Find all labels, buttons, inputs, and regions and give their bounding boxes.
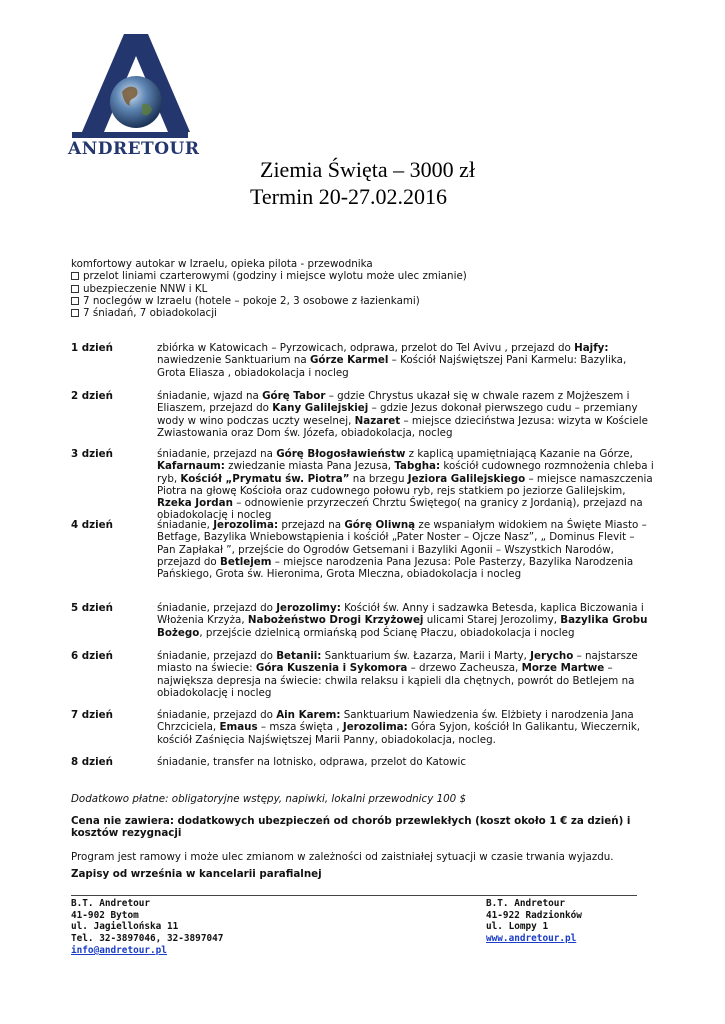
description-text: z kaplicą upamiętniającą Kazanie na Górze, (405, 448, 633, 460)
place-name: Górę Tabor (262, 390, 326, 402)
place-name: Emaus (219, 721, 258, 734)
footer-address-radzionkow (486, 898, 582, 945)
website-link[interactable]: www.andretour.pl (486, 933, 577, 945)
office-street: ul. Jagiellońska 11 (71, 921, 179, 933)
description-text: , przejście dzielnicą ormiańską pod Ścianę Płaczu, obiadokolacja i nocleg (199, 626, 575, 639)
office-phone: Tel. 32-3897046, 32-3897047 (71, 933, 224, 945)
signup-note: Zapisy od września w kancelarii parafialnej (71, 868, 322, 880)
checkbox-icon (71, 309, 79, 317)
place-name: Górę Błogosławieństw (276, 448, 406, 460)
place-name: Morze Martwe (521, 662, 605, 675)
description-text: – gdzie Jezus dokonał pierwszego cudu – przemiany wody w wino podczas uczty weselnej, (157, 402, 638, 427)
description-text: Kościół św. Anny i sadzawka Betesda, kaplica Biczowania i Włożenia Krzyża, (157, 602, 644, 627)
description-text: śniadanie, transfer na lotnisko, odprawa, przelot do Katowic (157, 756, 467, 768)
not-included-note: Cena nie zawiera: dodatkowych ubezpieczeń od chorób przewlekłych (koszt około 1 € za dzień) i kosztów rezygnacji (71, 815, 631, 840)
footer-divider (71, 895, 637, 896)
logo-wordmark: ANDRETOUR (68, 139, 200, 159)
place-name: Kościół „Prymatu św. Piotra” (180, 472, 350, 485)
description-text: zwiedzanie miasta Pana Jezusa, (224, 460, 395, 473)
included-item: 7 noclegów w Izraelu (hotele – pokoje 2, 3 osobowe z łazienkami) (71, 295, 467, 307)
description-text: Góra Syjon, kościół In Galikantu, Wieczernik, kościół Zaśnięcia Najświętszej Marii Panny, obiadokolacja, nocleg. (157, 721, 641, 746)
checkbox-icon (71, 285, 79, 293)
day-description (157, 519, 655, 580)
place-name: Góra Kuszenia i Sykomora (255, 662, 408, 675)
description-text: przejazd na (278, 519, 345, 531)
day-description (157, 756, 655, 768)
day-description (157, 709, 655, 746)
description-text: – największa depresja na świecie: chwila relaksu i kąpieli dla chętnych, powrót do Betlejem na obiadokolację i nocleg (157, 662, 635, 699)
day-label: 3 dzień (71, 448, 113, 460)
day-label: 5 dzień (71, 602, 113, 614)
extra-costs-note: Dodatkowo płatne: obligatoryjne wstępy, napiwki, lokalni przewodnicy 100 $ (71, 793, 467, 805)
description-text: śniadanie, przejazd na (157, 448, 277, 460)
place-name: Jerozolima: (213, 519, 279, 531)
footer-address-bytom (71, 898, 223, 957)
description-text: śniadanie, (157, 519, 214, 531)
place-name: Rzeka Jordan (157, 497, 233, 510)
description-text: – odnowienie przyrzeczeń Chrztu Świętego( na granicy z Jordanią), przejazd na obiadokolację i nocleg (157, 497, 643, 522)
place-name: Jerozolimy: (276, 602, 341, 614)
description-text: – drzewo Zacheusza, (407, 662, 522, 675)
place-name: Jerycho (530, 650, 574, 662)
day-description (157, 342, 655, 379)
place-name: Ain Karem: (276, 709, 341, 721)
checkbox-icon (71, 297, 79, 305)
place-name: Górze Karmel (309, 354, 389, 367)
page-title: Ziemia Święta – 3000 zł (260, 157, 476, 182)
day-label: 6 dzień (71, 650, 113, 662)
description-text: kościół cudownego rozmnożenia chleba i ryb, (157, 460, 654, 485)
program-note: Program jest ramowy i może ulec zmianom w zależności od zaistniałej sytuacji w czasie trwania wyjazdu. (71, 851, 614, 863)
day-description (157, 390, 655, 439)
description-text: – Kościół Najświętszej Pani Karmelu: Bazylika, Grota Eliasza , obiadokolacja i nocleg (157, 354, 627, 379)
day-label: 2 dzień (71, 390, 113, 402)
place-name: Betlejem (220, 555, 272, 568)
description-text: śniadanie, przejazd do (157, 602, 277, 614)
description-text: – gdzie Chrystus ukazał się w chwale razem z Mojżeszem i Eliaszem, przejazd do (157, 390, 630, 415)
description-text: śniadanie, wjazd na (157, 390, 263, 402)
included-item: ubezpieczenie NNW i KL (71, 283, 467, 295)
description-text: Sanktuarium św. Łazarza, Marii i Marty, (321, 650, 531, 662)
email-link[interactable]: info@andretour.pl (71, 944, 167, 956)
place-name: Betanii: (276, 650, 322, 662)
place-name: Tabgha: (394, 460, 441, 473)
page-subtitle: Termin 20-27.02.2016 (250, 184, 448, 209)
day-label: 8 dzień (71, 756, 113, 768)
checkbox-icon (71, 272, 79, 280)
office-city: 41-922 Radzionków (486, 909, 582, 921)
description-text: śniadanie, przejazd do (157, 709, 277, 721)
description-text: na brzegu (349, 472, 408, 485)
place-name: Jerozolima: (342, 721, 408, 734)
included-item: 7 śniadań, 7 obiadokolacji (71, 307, 467, 319)
place-name: Nabożeństwo Drogi Krzyżowej (247, 614, 424, 627)
office-street: ul. Lompy 1 (486, 921, 549, 933)
description-text: – miejsce narodzenia Pana Jezusa: Pole Pasterzy, Bazylika Narodzenia Pańskiego, Grota św. Hieronima, Grota Mleczna, obiadokolacja i nocleg (157, 555, 634, 581)
place-name: Górę Oliwną (344, 519, 416, 531)
place-name: Nazaret (354, 414, 401, 427)
day-label: 1 dzień (71, 342, 113, 354)
office-name: B.T. Andretour (486, 898, 566, 909)
description-text: śniadanie, przejazd do (157, 650, 277, 662)
office-city: 41-902 Bytom (71, 909, 139, 921)
day-description (157, 448, 655, 522)
description-text: nawiedzenie Sanktuarium na (157, 354, 310, 367)
description-text: – miejsce namaszczenia Piotra na głowę Kościoła oraz cudownego połowu ryb, rejs statkiem po jeziorze Galilejskim, (157, 472, 653, 497)
place-name: Jeziora Galilejskiego (407, 472, 526, 485)
included-intro: komfortowy autokar w Izraelu, opieka pilota - przewodnika (71, 258, 373, 270)
description-text: ulicami Starej Jerozolimy, (423, 614, 561, 627)
included-item: przelot liniami czarterowymi (godziny i miejsce wylotu może ulec zmianie) (71, 270, 467, 282)
day-label: 7 dzień (71, 709, 113, 721)
place-name: Hajfy: (574, 342, 609, 354)
office-name: B.T. Andretour (71, 898, 151, 909)
place-name: Kafarnaum: (157, 460, 225, 473)
included-list (71, 258, 467, 319)
place-name: Kany Galilejskiej (272, 402, 369, 415)
description-text: – najstarsze miasto na świecie: (157, 650, 638, 675)
day-description (157, 650, 655, 699)
description-text: ze wspaniałym widokiem na Święte Miasto – Betfage, Bazylika Wniebowstąpienia i kościół „Pater Noster – Ojcze Nasz”, „ Dominus Flevit – Pan Zapłakał ”, przejście do Ogrodów Getsemani i Bazyliki Agonii – Wszystkich Narodów, przejazd do (157, 519, 647, 568)
description-text: Sanktuarium Nawiedzenia św. Elżbiety i narodzenia Jana Chrzciciela, (157, 709, 634, 734)
day-description (157, 602, 655, 639)
place-name: Bazylika Grobu Bożego (157, 614, 648, 639)
description-text: – msza święta , (257, 721, 343, 734)
description-text: – miejsce dzieciństwa Jezusa: wizyta w Kościele Zwiastowania oraz Dom św. Józefa, obiadokolacja, nocleg (157, 414, 648, 439)
description-text: zbiórka w Katowicach – Pyrzowicach, odprawa, przelot do Tel Avivu , przejazd do (157, 342, 575, 354)
day-label: 4 dzień (71, 519, 113, 531)
